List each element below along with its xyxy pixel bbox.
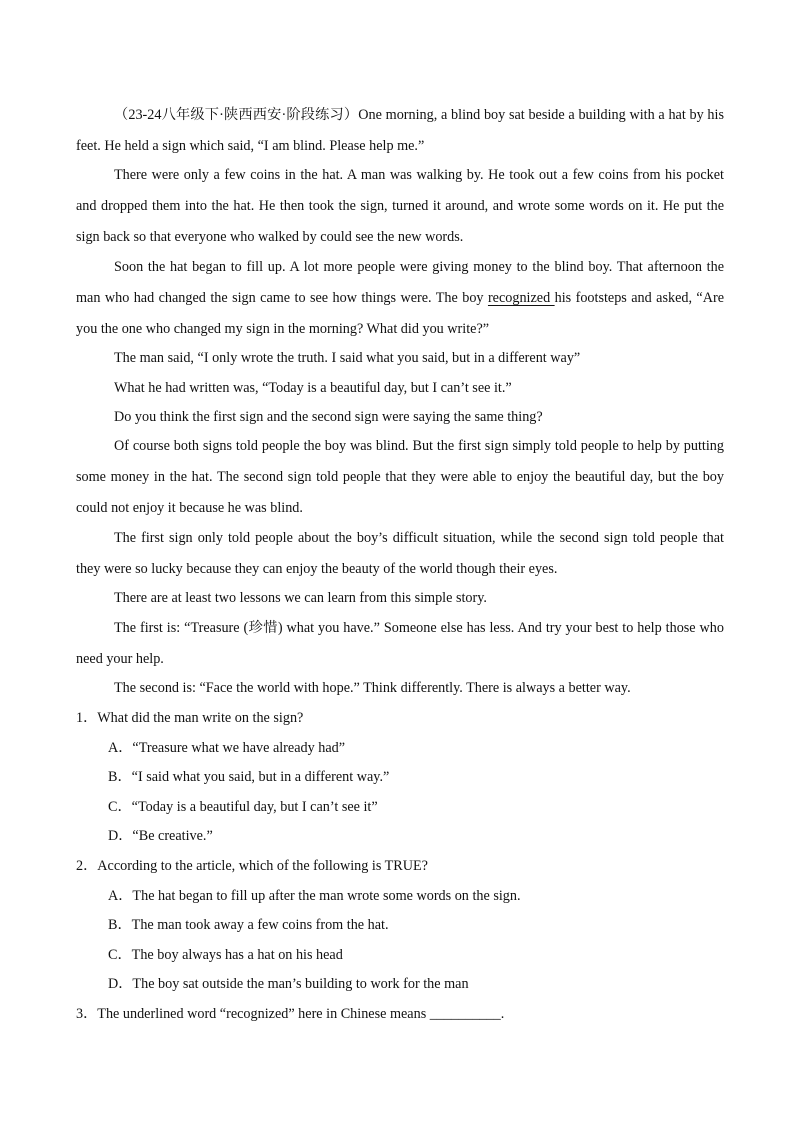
question-2-option-c: C．The boy always has a hat on his head (108, 946, 343, 963)
passage-paragraph-9: There are at least two lessons we can learn from this simple story. (114, 590, 487, 607)
passage-paragraph-6: Do you think the first sign and the second sign were saying the same thing? (114, 409, 543, 426)
paragraph-3-text-after: his footsteps and asked, “Are you the one who changed my sign in the morning? What did you write?” (76, 289, 724, 337)
question-1-stem: 1．What did the man write on the sign? (76, 710, 304, 726)
underlined-word-recognized: recognized (487, 289, 555, 306)
question-3-stem: 3．The underlined word “recognized” here in Chinese means __________. (76, 1005, 505, 1022)
passage-paragraph-8: The first sign only told people about the boy’s difficult situation, while the second sign told people that they were so lucky because they can enjoy the beauty of the world though their eyes. (76, 529, 724, 577)
passage-paragraph-10: The first is: “Treasure (珍惜) what you have.” Someone else has less. And try your best to help those who need your help. (76, 619, 724, 667)
question-2-option-a: A．The hat began to fill up after the man wrote some words on the sign. (108, 887, 521, 904)
source-tag: （23-24八年级下·陕西西安·阶段练习） (114, 107, 359, 123)
passage-paragraph-11: The second is: “Face the world with hope.” Think differently. There is always a better way. (114, 680, 631, 697)
passage-paragraph-1 (76, 100, 724, 162)
passage-paragraph-7: Of course both signs told people the boy was blind. But the first sign simply told people to help by putting some money in the hat. The second sign told people that they were able to enjoy the beautiful day, but the boy could not enjoy it because he was blind. (76, 438, 724, 517)
question-1-option-d: D．“Be creative.” (108, 828, 213, 845)
reading-passage (76, 100, 724, 702)
question-2-option-d: D．The boy sat outside the man’s building to work for the man (108, 976, 469, 993)
question-2-stem: 2．According to the article, which of the following is TRUE? (76, 857, 428, 874)
question-1-option-a: A．“Treasure what we have already had” (108, 739, 346, 756)
paragraph-3-text-before: Soon the hat began to fill up. A lot more people were giving money to the blind boy. That afternoon the man who had changed the sign came to see how things were. The boy (76, 258, 724, 306)
question-1-option-b: B．“I said what you said, but in a different way.” (108, 769, 390, 786)
question-1-option-c: C．“Today is a beautiful day, but I can’t see it” (108, 798, 378, 815)
passage-paragraph-2: There were only a few coins in the hat. A man was walking by. He took out a few coins from his pocket and dropped them into the hat. He then took the sign, turned it around, and wrote some words on it. He put the sign back so that everyone who walked by could see the new words. (76, 167, 724, 246)
question-section (76, 704, 724, 1030)
passage-paragraph-3 (76, 252, 724, 345)
passage-paragraph-4: The man said, “I only wrote the truth. I said what you said, but in a different way” (114, 350, 581, 367)
passage-paragraph-5: What he had written was, “Today is a beautiful day, but I can’t see it.” (114, 379, 512, 396)
paragraph-1-text: One morning, a blind boy sat beside a building with a hat by his feet. He held a sign which said, “I am blind. Please help me.” (76, 107, 724, 154)
question-2-option-b: B．The man took away a few coins from the hat. (108, 917, 389, 934)
